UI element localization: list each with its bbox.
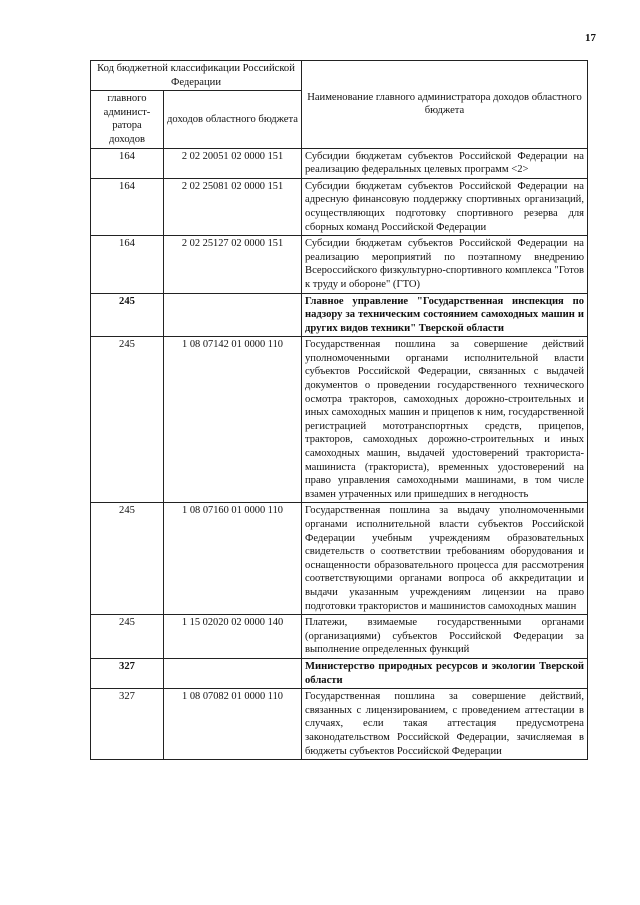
admin-code-cell: 327 xyxy=(91,689,164,760)
income-code-cell: 1 15 02020 02 0000 140 xyxy=(164,615,302,659)
table-row xyxy=(91,615,588,659)
table-row xyxy=(91,148,588,178)
admin-code-cell: 245 xyxy=(91,503,164,615)
admin-code-cell: 245 xyxy=(91,337,164,503)
table-body xyxy=(91,148,588,760)
income-code-cell: 1 08 07082 01 0000 110 xyxy=(164,689,302,760)
table-row xyxy=(91,293,588,337)
page-number: 17 xyxy=(585,32,596,44)
table-row xyxy=(91,503,588,615)
name-cell: Государственная пошлина за выдачу уполномоченными органами исполнительной власти субъектов Российской Федерации учебным учреждениям образовательных свидетельств о соответствии требованиям оборудования и оснащенности образовательного процесса для рассмотрения соответствующими органами вопроса об аккредитации и выдачи указанным учреждениям лицензии на право подготовки трактористов и машинистов самоходных машин xyxy=(302,503,588,615)
table-row xyxy=(91,689,588,760)
admin-code-cell: 164 xyxy=(91,148,164,178)
income-code-cell: 1 08 07160 01 0000 110 xyxy=(164,503,302,615)
header-admin: главного админист-ратора доходов xyxy=(91,91,164,148)
income-code-cell: 2 02 20051 02 0000 151 xyxy=(164,148,302,178)
table-row xyxy=(91,178,588,235)
admin-code-cell: 164 xyxy=(91,178,164,235)
budget-classification-table xyxy=(90,60,588,760)
header-classification-group: Код бюджетной классификации Российской Федерации xyxy=(91,61,302,91)
income-code-cell: 1 08 07142 01 0000 110 xyxy=(164,337,302,503)
name-cell: Государственная пошлина за совершение действий, связанных с лицензированием, с проведением аттестации в случаях, если такая аттестация предусмотрена законодательством Российской Федерации, зачисляемая в бюджеты субъектов Российской Федерации xyxy=(302,689,588,760)
header-name: Наименование главного администратора доходов областного бюджета xyxy=(302,61,588,149)
admin-code-cell: 245 xyxy=(91,615,164,659)
table-row xyxy=(91,337,588,503)
name-cell: Платежи, взимаемые государственными органами (организациями) субъектов Российской Федерации за выполнение определенных функций xyxy=(302,615,588,659)
name-cell: Субсидии бюджетам субъектов Российской Федерации на реализацию федеральных целевых программ <2> xyxy=(302,148,588,178)
admin-code-cell: 245 xyxy=(91,293,164,337)
name-cell: Субсидии бюджетам субъектов Российской Федерации на реализацию мероприятий по поэтапному внедрению Всероссийского физкультурно-спортивного комплекса "Готов к труду и обороне" (ГТО) xyxy=(302,236,588,293)
table-row xyxy=(91,658,588,688)
header-income: доходов областного бюджета xyxy=(164,91,302,148)
name-cell: Государственная пошлина за совершение действий уполномоченными органами исполнительной власти субъектов Российской Федерации, связанных с выдачей документов о проведении государственного технического осмотра тракторов, самоходных дорожно-строительных и иных самоходных машин и прицепов к ним, государственной регистрацией мототранспортных средств, прицепов, тракторов, самоходных дорожно-строительных и иных самоходных машин, выдачей удостоверений тракториста-машиниста (тракториста), временных удостоверений на право управления самоходными машинами, в том числе взамен утраченных или пришедших в негодность xyxy=(302,337,588,503)
table-row xyxy=(91,236,588,293)
name-cell: Субсидии бюджетам субъектов Российской Федерации на адресную финансовую поддержку спортивных организаций, осуществляющих подготовку спортивного резерва для сборных команд Российской Федерации xyxy=(302,178,588,235)
name-cell: Министерство природных ресурсов и экологии Тверской области xyxy=(302,658,588,688)
income-code-cell: 2 02 25127 02 0000 151 xyxy=(164,236,302,293)
income-code-cell xyxy=(164,658,302,688)
income-code-cell: 2 02 25081 02 0000 151 xyxy=(164,178,302,235)
income-code-cell xyxy=(164,293,302,337)
admin-code-cell: 327 xyxy=(91,658,164,688)
admin-code-cell: 164 xyxy=(91,236,164,293)
name-cell: Главное управление "Государственная инспекция по надзору за техническим состоянием самоходных машин и других видов техники" Тверской области xyxy=(302,293,588,337)
